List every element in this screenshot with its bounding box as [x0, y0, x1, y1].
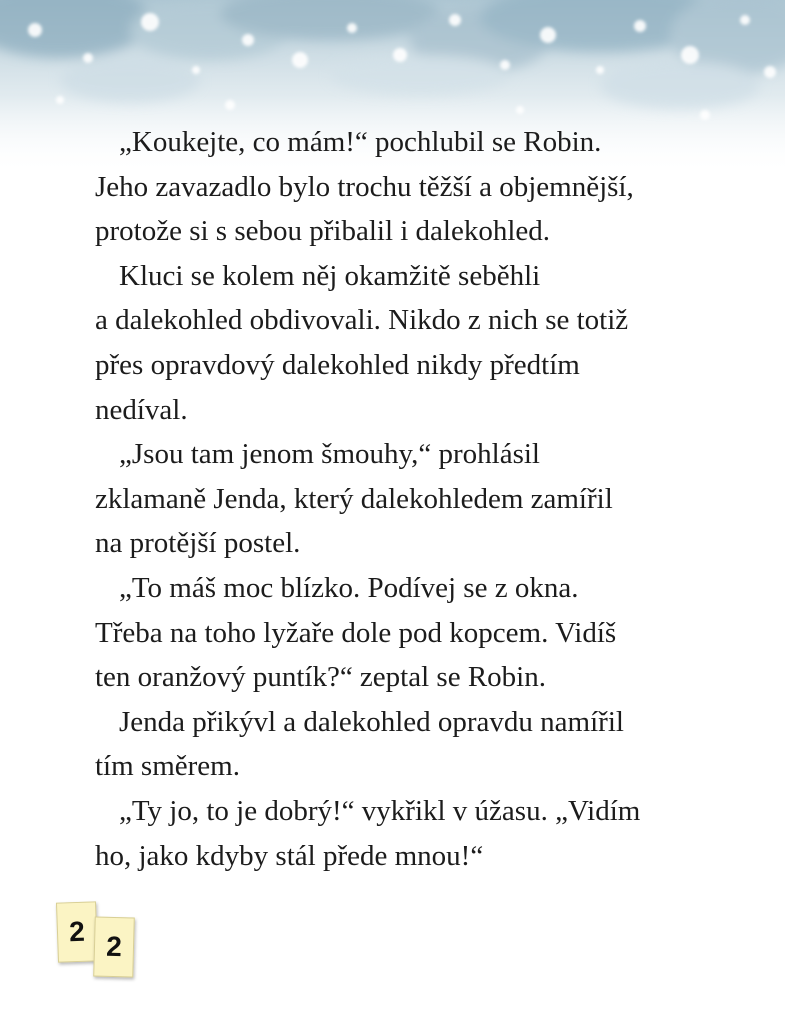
- page-number-digit: 2: [56, 901, 98, 962]
- story-line: Jeho zavazadlo bylo trochu těžší a objemnější,: [95, 170, 634, 203]
- page-number: [55, 902, 145, 982]
- story-text: [95, 120, 765, 878]
- story-line: „Koukejte, co mám!“ pochlubil se Robin.: [119, 126, 602, 158]
- page-number-digit: 2: [93, 916, 135, 977]
- story-line: ten oranžový puntík?“ zeptal se Robin.: [95, 661, 546, 694]
- story-line: protože si s sebou přibalil i dalekohled.: [95, 215, 551, 248]
- story-line: ho, jako kdyby stál přede mnou!“: [95, 839, 484, 872]
- story-line: nedíval.: [95, 393, 188, 426]
- story-line: Kluci se kolem něj okamžitě seběhli: [119, 259, 541, 292]
- story-line: Jenda přikývl a dalekohled opravdu namířil: [119, 705, 624, 738]
- story-line: Třeba na toho lyžaře dole pod kopcem. Vidíš: [95, 616, 617, 649]
- story-line: přes opravdový dalekohled nikdy předtím: [95, 348, 580, 381]
- story-line: „To máš moc blízko. Podívej se z okna.: [119, 571, 579, 604]
- story-line: „Ty jo, to je dobrý!“ vykřikl v úžasu. „Vidím: [119, 794, 641, 827]
- story-line: zklamaně Jenda, který dalekohledem zamířil: [95, 482, 613, 515]
- story-line: na protější postel.: [95, 527, 301, 560]
- story-line: a dalekohled obdivovali. Nikdo z nich se totiž: [95, 304, 629, 337]
- story-line: „Jsou tam jenom šmouhy,“ prohlásil: [119, 438, 540, 471]
- story-line: tím směrem.: [95, 750, 240, 783]
